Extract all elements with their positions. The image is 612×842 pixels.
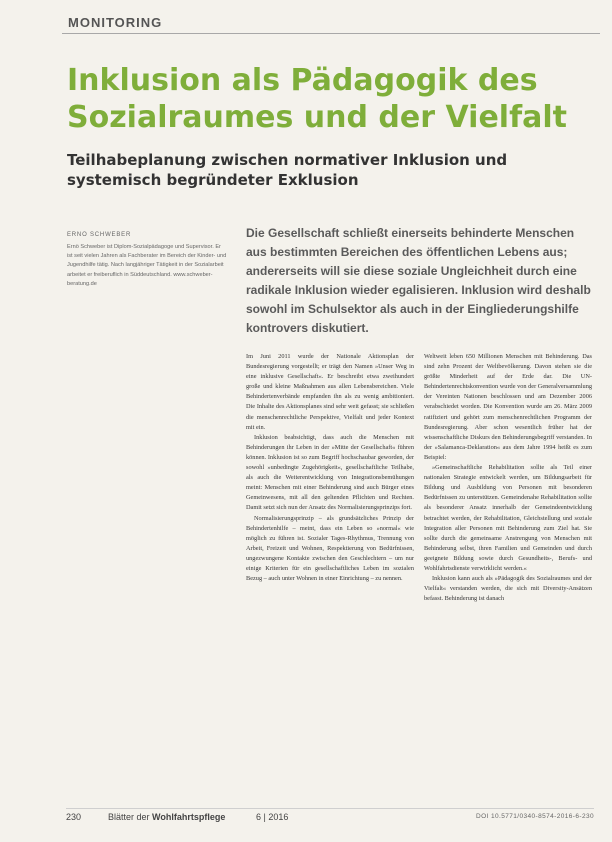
issue-number: 6 | 2016 [256, 812, 289, 822]
lead-paragraph: Die Gesellschaft schließt einerseits behinderte Menschen aus bestimmten Bereichen des öffentlichen Lebens aus; andererseits will sie diese soziale Ungleichheit durch eine radikale Inklusion wieder egalisieren. Inklusion wird deshalb sowohl im Schulsektor als auch in der Eingliederungshilfe kontrovers diskutiert. [246, 226, 591, 335]
article-title: Inklusion als Pädagogik des Sozialraumes und der Vielfalt [67, 63, 568, 135]
paragraph: Weltweit leben 650 Millionen Menschen mit Behinderung. Das sind zehn Prozent der Weltbevölkerung. Davon stehen sie die größte Minderheit auf der Erde dar. Die UN-Behindertenrechtskonvention wurde von der Generalversammlung der Vereinten Nationen beschlossen und am Dezember 2006 verabschiedet worden. Die Konvention wurde am 26. März 2009 ratifiziert und gehört zum menschenrechtlichen Programm der Bundesregierung. Aber schon wesentlich früher hat der wissenschaftliche Diskurs den Behinderungsbegriff verstanden. In der »Salamanca-Deklaration« aus dem Jahre 1994 heißt es zum Beispiel: [424, 353, 592, 461]
page-number: 230 [66, 812, 82, 822]
author-bio: Ernö Schweber ist Diplom-Sozialpädagoge und Supervisor. Er ist seit vielen Jahren als Fachberater im Bereich der Kinder- und Jugendhilfe tätig. Nach langjähriger Tätigkeit in der Sozialarbeit arbeitet er freiberuflich in Süddeutschland. www.schweber-beratung.de [67, 244, 227, 287]
article-subtitle: Teilhabeplanung zwischen normativer Inklusion und systemisch begründeter Exklusion [67, 151, 508, 189]
paragraph: Inklusion kann auch als »Pädagogik des Sozialraumes und der Vielfalt« verstanden werden, die sich mit Diversity-Ansätzen befasst. Behinderung ist danach [424, 575, 592, 603]
section-header [62, 10, 600, 34]
journal-name-bold: Wohlfahrtspflege [152, 812, 226, 822]
author-name: ERNO SCHWEBER [67, 232, 132, 238]
section-label: MONITORING [68, 15, 163, 30]
body-column-1 [246, 352, 414, 584]
journal-name-plain: Blätter der [108, 812, 150, 822]
doi-reference: DOI 10.5771/0340-8574-2016-6-230 [476, 813, 594, 820]
body-column-2 [424, 352, 592, 604]
paragraph: Normalisierungsprinzip – als grundsätzliches Prinzip der Behindertenhilfe – meint, dass ein Leben so »normal« wie möglich zu führen ist. Sozialer Tages-Rhythmus, Trennung von Arbeit, Freizeit und Wohnen, Respektierung von Bedürfnissen, ungezwungene Kontakte zwischen den Geschlechtern – um nur einige Kriterien für ein gesellschaftliches Leben im sozialen Bezug – auch unter Wohnen in einer Einrichtung – zu nennen. [246, 514, 414, 583]
journal-name [108, 812, 225, 822]
paragraph: Im Juni 2011 wurde der Nationale Aktionsplan der Bundesregierung vorgestellt; er trägt den Namen »Unser Weg in eine inklusive Gesellschaft«. Er beschreibt etwa zweihundert große und kleine Maßnahmen aus allen Lebensbereichen. Viele Behindertenverbände empfanden ihn als zu wenig ambitioniert. Die Inhalte des Aktionsplanes sind sehr weit gefasst; sie schließen die menschenrechtliche Perspektive, Vielfalt und jeder Kontext mit ein. [246, 353, 414, 431]
page-footer [66, 812, 594, 828]
paragraph: »Gemeinschaftliche Rehabilitation sollte als Teil einer nationalen Strategie entwickelt werden, um Bildungsarbeit für Bildung und Ausbildung von Personen mit besonderen Bedürfnissen zu unterstützen. Gemeindenahe Rehabilitation sollte als besonderer Ansatz innerhalb der Gemeindeentwicklung betrachtet werden, der Rehabilitation, Gleichstellung und soziale Integration aller Personen mit Behinderung zum Ziel hat. Sie sollte durch die gemeinsame Anstrengung von Menschen mit Behinderung selbst, ihren Familien und Gemeinden und durch geeignete Bildung sowie durch Gesundheits-, Berufs- und Wohlfahrtsdienste verwirklicht werden.« [424, 464, 592, 572]
paragraph: Inklusion beabsichtigt, dass auch die Menschen mit Behinderungen ihr Leben in der »Mitte der Gesellschaft« führen können. Inklusion ist so zum Begriff hochschaubar geworden, der sowohl »unbedingte Zugehörigkeit«, gesellschaftliche Teilhabe, als auch die Weiterentwicklung von Integrationsbemühungen meint: Menschen mit einer Behinderung sind auch Bürger eines Gemeinwesens, mit all den geltenden Pflichten und Rechten. Damit setzt sich nun der Ansatz des Normalisierungsprinzips fort. [246, 433, 414, 512]
footer-divider [66, 808, 594, 809]
